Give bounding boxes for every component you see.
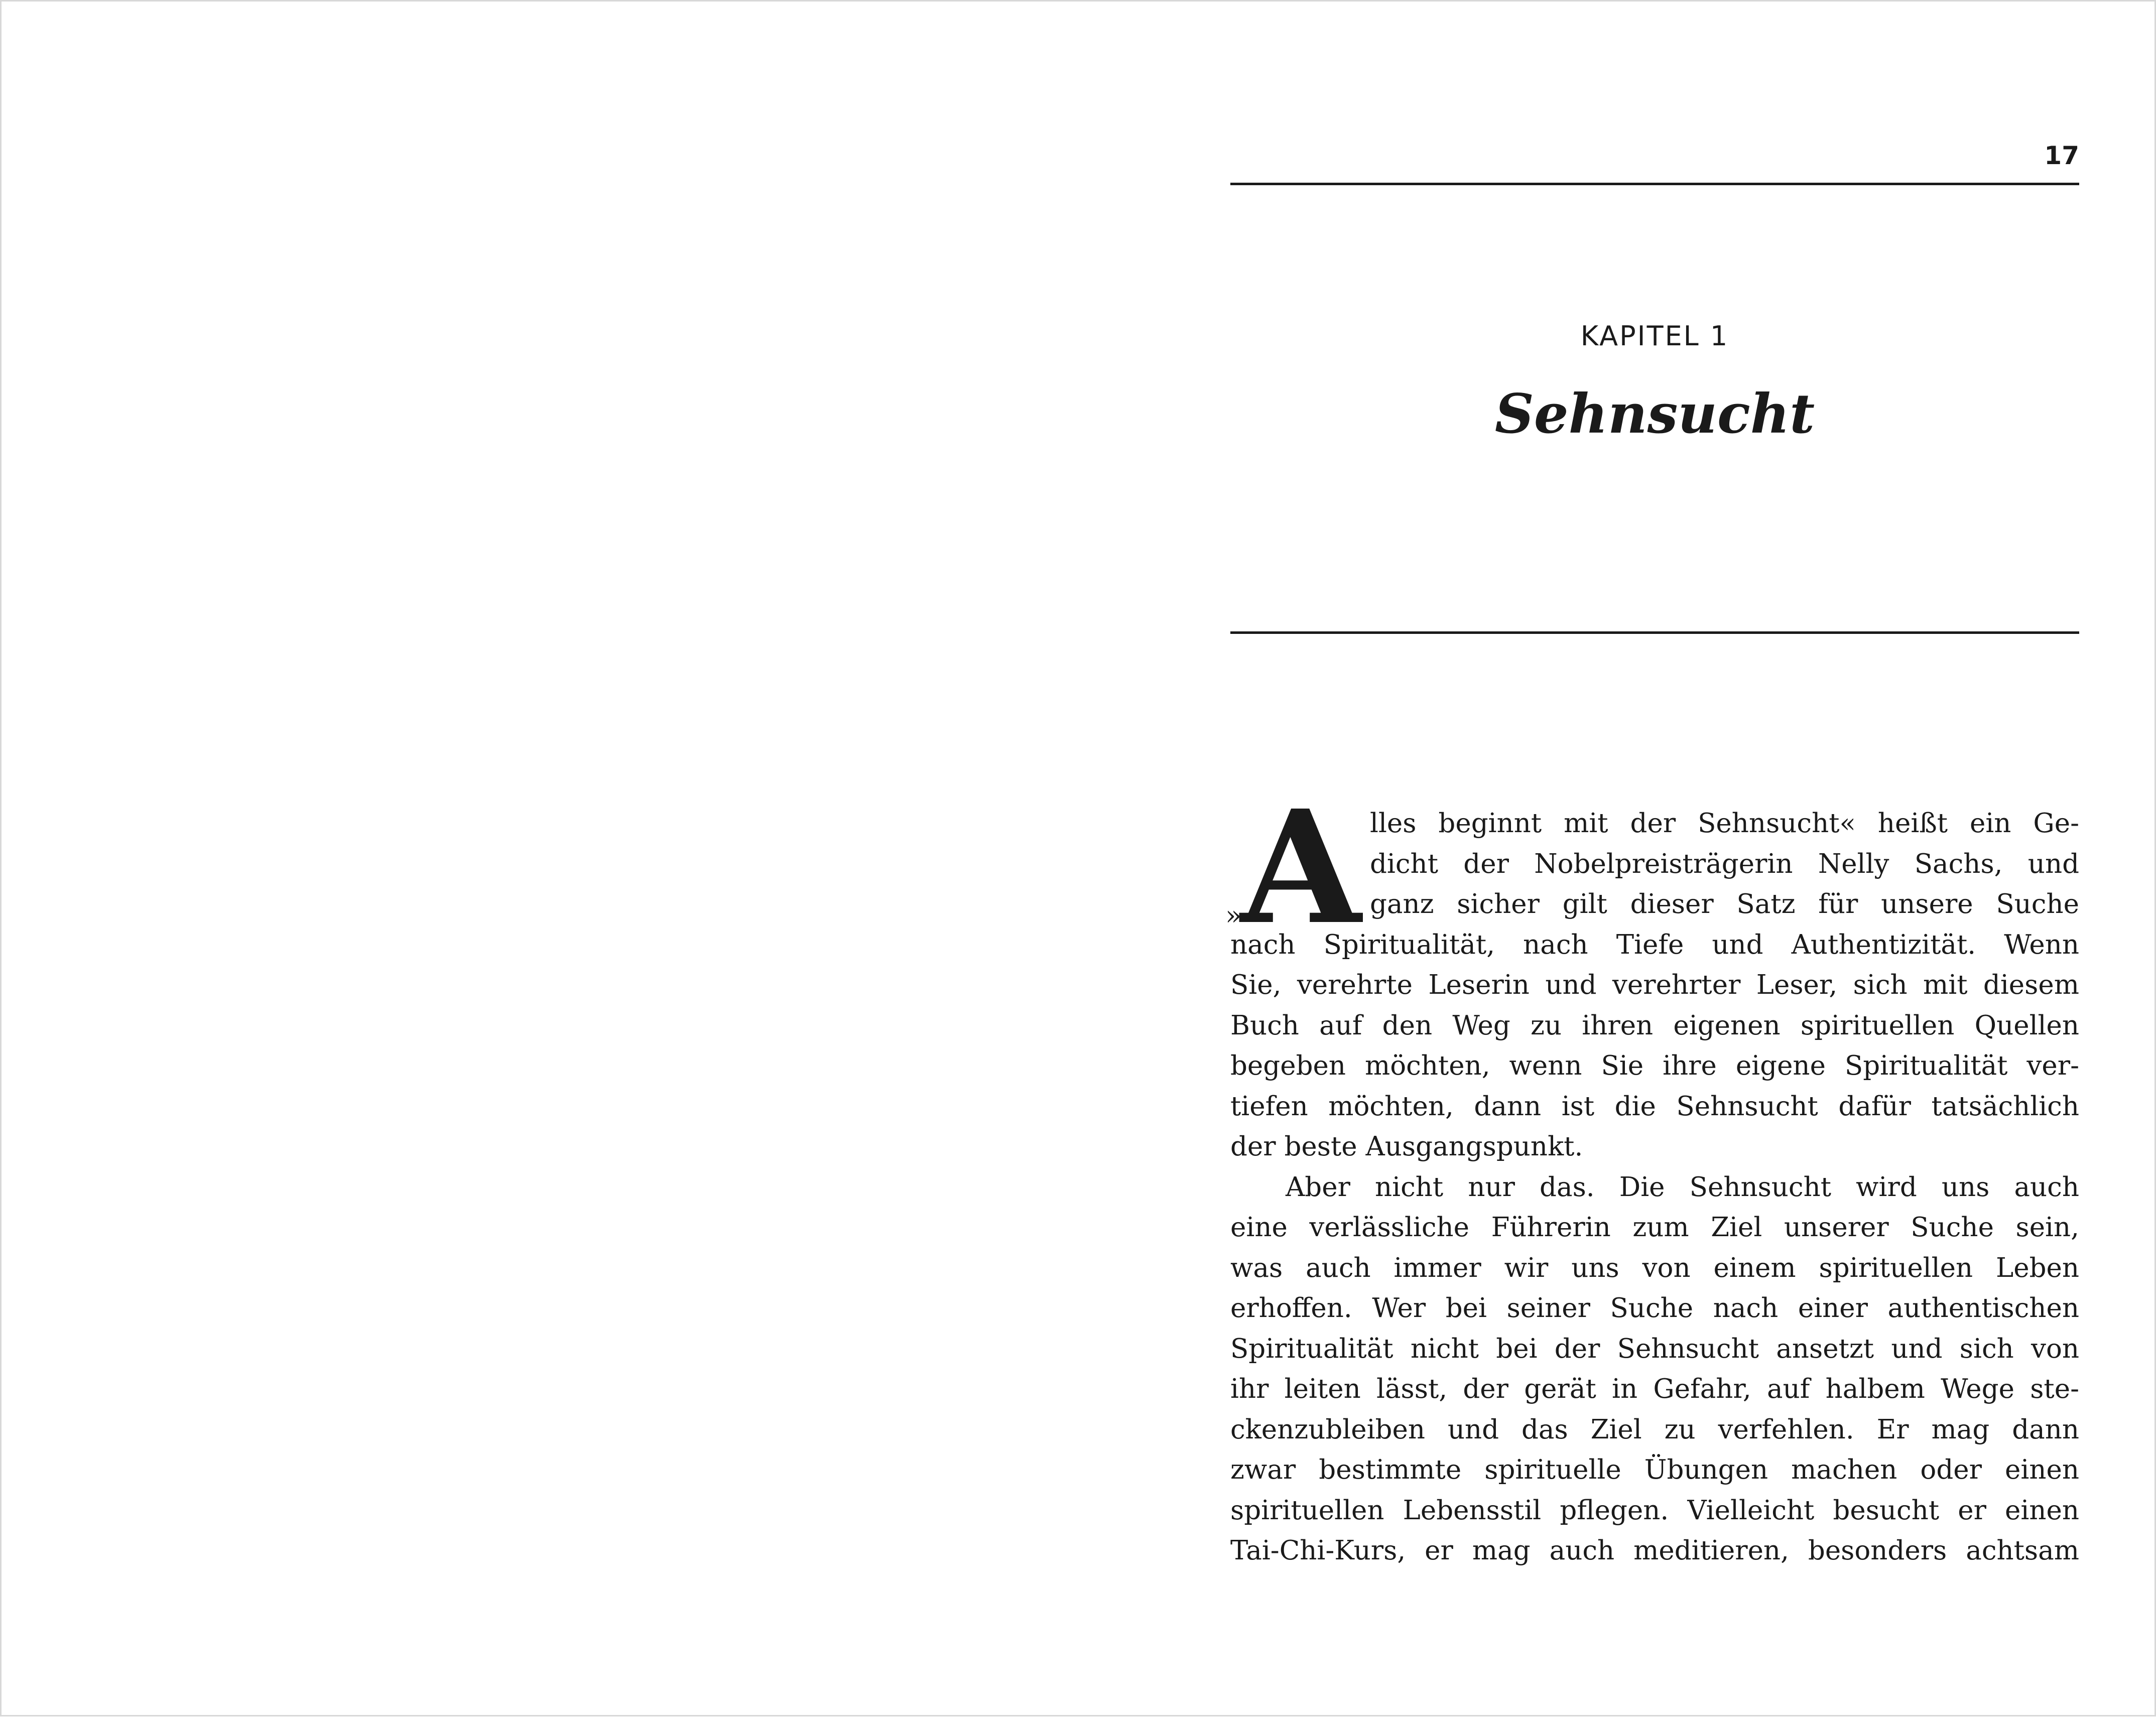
text-line: eine verlässliche Führerin zum Ziel unserer Suche sein, [1230,1212,2079,1243]
text-line: dicht der Nobelpreisträgerin Nelly Sachs, und [1370,848,2079,879]
text-line: spirituellen Lebensstil pflegen. Vielleicht besucht er einen [1230,1495,2079,1526]
left-page-blank [2,2,1079,1718]
text-line: Sie, verehrte Leserin und verehrter Leser, sich mit diesem [1230,970,2079,1000]
chapter-label: KAPITEL 1 [1580,320,1729,352]
text-line: erhoffen. Wer bei seiner Suche nach einer authentischen [1230,1293,2079,1324]
text-line: ihr leiten lässt, der gerät in Gefahr, auf halbem Wege ste- [1230,1374,2079,1404]
text-line: nach Spiritualität, nach Tiefe und Authentizität. Wenn [1230,929,2079,960]
text-line: zwar bestimmte spirituelle Übungen machen oder einen [1230,1455,2079,1485]
page-number: 17 [2044,141,2079,170]
text-line: lles beginnt mit der Sehnsucht« heißt ein Ge- [1370,808,2079,839]
drop-cap [1225,776,1366,959]
text-line: tiefen möchten, dann ist die Sehnsucht dafür tatsächlich [1230,1091,2079,1122]
text-line: Spiritualität nicht bei der Sehnsucht ansetzt und sich von [1230,1333,2079,1364]
drop-cap-letter: A [1240,776,1361,959]
header-rule [1230,183,2079,185]
text-line: was auch immer wir uns von einem spirituellen Leben [1230,1252,2079,1283]
chapter-rule [1230,631,2079,634]
body-text [1225,776,2079,1571]
text-line: Aber nicht nur das. Die Sehnsucht wird uns auch [1286,1171,2079,1203]
drop-cap-quote-mark: » [1225,900,1242,931]
right-page [1079,2,2156,1718]
text-line: Tai-Chi-Kurs, er mag auch meditieren, besonders achtsam [1230,1535,2079,1566]
text-line: der beste Ausgangspunkt. [1230,1131,1583,1162]
text-line: Buch auf den Weg zu ihren eigenen spirituellen Quellen [1230,1010,2079,1041]
text-line: ckenzubleiben und das Ziel zu verfehlen. Er mag dann [1230,1414,2079,1445]
text-line: ganz sicher gilt dieser Satz für unsere Suche [1370,889,2079,919]
text-line: begeben möchten, wenn Sie ihre eigene Spiritualität ver- [1230,1050,2079,1081]
chapter-title: Sehnsucht [1494,382,1815,446]
